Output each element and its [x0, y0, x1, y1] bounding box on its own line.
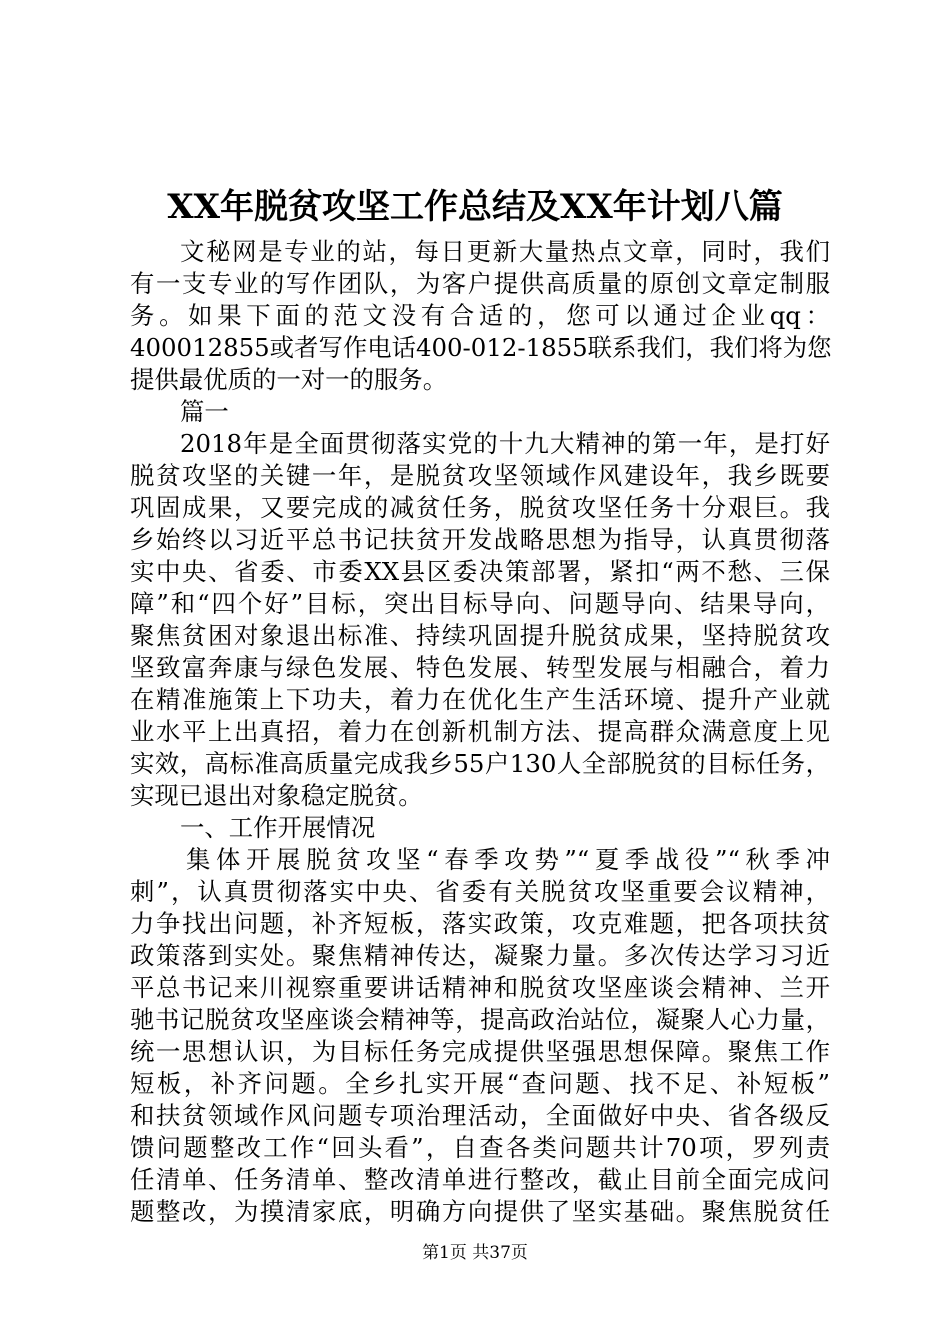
paragraph-line: 乡始终以习近平总书记扶贫开发战略思想为指导，认真贯彻落 — [130, 525, 830, 554]
intro-line: 提供最优质的一对一的服务。 — [130, 365, 448, 394]
paragraph-line: 实效，高标准高质量完成我乡55户130人全部脱贫的目标任务， — [130, 749, 830, 778]
paragraph-line: 题整改，为摸清家底，明确方向提供了坚实基础。聚焦脱贫任 — [130, 1197, 830, 1226]
intro-line: 400012855或者写作电话400-012-1855联系我们，我们将为您 — [130, 333, 832, 362]
intro-line: 有一支专业的写作团队，为客户提供高质量的原创文章定制服 — [130, 269, 830, 298]
paragraph-line: 力争找出问题，补齐短板，落实政策，攻克难题，把各项扶贫 — [130, 909, 830, 938]
paragraph-line: 统一思想认识，为目标任务完成提供坚强思想保障。聚焦工作 — [130, 1037, 830, 1066]
paragraph-line: 和扶贫领域作风问题专项治理活动，全面做好中央、省各级反 — [130, 1101, 830, 1130]
paragraph-line: 平总书记来川视察重要讲话精神和脱贫攻坚座谈会精神、兰开 — [130, 973, 830, 1002]
paragraph-line: 短板，补齐问题。全乡扎实开展“查问题、找不足、补短板” — [130, 1069, 830, 1098]
paragraph-line: 障”和“四个好”目标，突出目标导向、问题导向、结果导向， — [130, 589, 830, 618]
paragraph-line: 刺”，认真贯彻落实中央、省委有关脱贫攻坚重要会议精神， — [130, 877, 830, 906]
paragraph-line: 2018年是全面贯彻落实党的十九大精神的第一年，是打好 — [180, 429, 830, 458]
paragraph-line: 坚致富奔康与绿色发展、特色发展、转型发展与相融合，着力 — [130, 653, 830, 682]
paragraph-line: 实现已退出对象稳定脱贫。 — [130, 781, 423, 810]
document-body — [130, 236, 830, 1228]
paragraph-line: 集体开展脱贫攻坚“春季攻势”“夏季战役”“秋季冲 — [186, 845, 830, 874]
paragraph-line: 馈问题整改工作“回头看”，自查各类问题共计70项，罗列责 — [130, 1133, 830, 1162]
section-heading: 一、工作开展情况 — [180, 813, 376, 842]
paragraph-line: 聚焦贫困对象退出标准、持续巩固提升脱贫成果，坚持脱贫攻 — [130, 621, 830, 650]
intro-line: 文秘网是专业的站，每日更新大量热点文章，同时，我们 — [180, 237, 830, 266]
paragraph-line: 政策落到实处。聚焦精神传达，凝聚力量。多次传达学习习近 — [130, 941, 830, 970]
paragraph-line: 脱贫攻坚的关键一年，是脱贫攻坚领域作风建设年，我乡既要 — [130, 461, 830, 490]
paragraph-line: 任清单、任务清单、整改清单进行整改，截止目前全面完成问 — [130, 1165, 830, 1194]
page-footer: 第1页 共37页 — [422, 1243, 528, 1263]
paragraph-line: 实中央、省委、市委XX县区委决策部署，紧扣“两不愁、三保 — [130, 557, 830, 586]
paragraph-line: 巩固成果，又要完成的减贫任务，脱贫攻坚任务十分艰巨。我 — [130, 493, 830, 522]
paragraph-line: 业水平上出真招，着力在创新机制方法、提高群众满意度上见 — [130, 717, 830, 746]
paragraph-line: 驰书记脱贫攻坚座谈会精神等，提高政治站位，凝聚人心力量， — [130, 1005, 830, 1034]
intro-line: 务。如果下面的范文没有合适的，您可以通过企业qq： — [130, 301, 830, 330]
paragraph-line: 在精准施策上下功夫，着力在优化生产生活环境、提升产业就 — [130, 685, 830, 714]
document-title: XX年脱贫攻坚工作总结及XX年计划八篇 — [167, 187, 783, 227]
section-label: 篇一 — [180, 397, 229, 426]
